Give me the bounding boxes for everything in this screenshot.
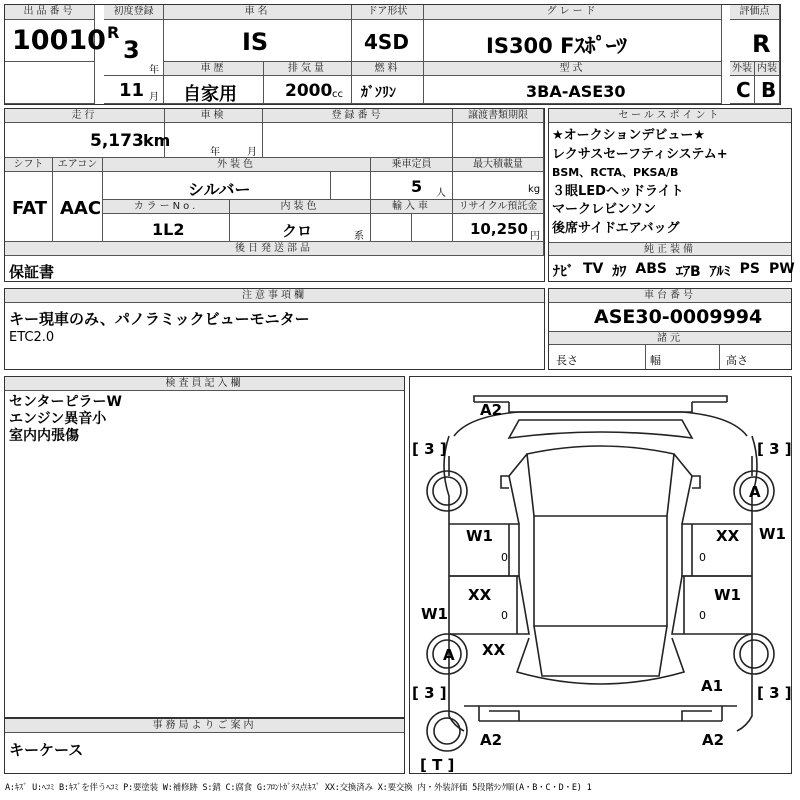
legend: A:ｷｽﾞ U:ﾍｺﾐ B:ｷｽﾞを伴うﾍｺﾐ P:要塗装 W:補修跡 S:錆 C:腐食 G:ﾌﾛﾝﾄｶﾞﾗｽ点ｷｽﾞ XX:交換済み X:要交換 内・外装評価 5段階ﾗﾝｸ順(A・B・C・D・E) 1 (5, 783, 592, 793)
chassis-label: 車台番号 (549, 289, 791, 303)
bracket-front-left: [ 3 ] (412, 440, 447, 458)
mark-front-door-right: XX (716, 527, 740, 545)
car-name-label: 車名 (164, 5, 352, 20)
bracket-rear-right: [ 3 ] (757, 684, 792, 702)
regno-cell (263, 123, 453, 158)
mark-rear-door-right-val: 0 (699, 609, 706, 622)
length-label: 長さ (556, 354, 578, 367)
ac-label: エアコン (53, 158, 103, 172)
color-no-label: カラーNo. (103, 200, 230, 214)
mileage: 5,173 (90, 131, 144, 151)
displacement-unit: cc (332, 89, 343, 100)
office-text: キーケース (9, 741, 84, 759)
mileage-unit: km (143, 131, 171, 150)
sales-lines (552, 127, 790, 238)
bracket-value: T (432, 756, 443, 774)
import-cell-b (412, 214, 453, 242)
sales-line: ３眼LEDヘッドライト (552, 183, 684, 199)
height-label: 高さ (726, 354, 748, 367)
bracket-front-right: [ 3 ] (757, 440, 792, 458)
width-label: 幅 (650, 354, 661, 367)
notes-line-1: キー現車のみ、パノラミックビューモニター (9, 310, 310, 328)
recycle-unit: 円 (530, 231, 540, 242)
transfer-label: 譲渡書類期限 (453, 109, 544, 123)
equipment-item: ｶﾜ (612, 264, 627, 280)
mark-rear-door-left-val: 0 (501, 609, 508, 622)
model: 3BA-ASE30 (526, 82, 626, 101)
bracket-value: 3 (769, 440, 780, 458)
int-color-label: 内装色 (230, 200, 371, 214)
exterior-label: 外装 (730, 62, 755, 76)
history: 自家用 (183, 84, 237, 105)
bracket-rear-left: [ 3 ] (412, 684, 447, 702)
bracket-value: 3 (424, 440, 435, 458)
car-diagram (409, 376, 792, 774)
spec-label: 諸元 (549, 331, 791, 345)
displacement-label: 排気量 (264, 62, 352, 76)
chassis-number: ASE30-0009994 (594, 306, 763, 328)
transfer-cell (453, 123, 544, 158)
later-parts: 保証書 (9, 263, 55, 281)
sales-line: マークレビンソン (552, 202, 657, 217)
reg-month-unit: 月 (149, 92, 159, 103)
mark-rear-quarter-right: A1 (701, 677, 724, 695)
capacity: 5 (411, 177, 423, 196)
capacity-label: 乗車定員 (371, 158, 453, 172)
office-label: 事務局よりご案内 (5, 719, 404, 733)
inspector-line: センターピラーW (9, 394, 122, 410)
ext-color-label: 外装色 (103, 158, 371, 172)
mileage-label: 走行 (5, 109, 165, 123)
payload-unit: kg (528, 184, 541, 195)
reg-year: 3 (123, 36, 140, 64)
fuel: ｶﾞｿﾘﾝ (361, 85, 396, 101)
score: R (752, 30, 771, 58)
interior-label: 内装 (755, 62, 780, 76)
era: R (107, 23, 120, 42)
grade: IS300 Fｽﾎﾟｰﾂ (486, 34, 627, 58)
equipment-label: 純正装備 (549, 242, 791, 256)
insp-month-unit: 月 (247, 147, 257, 158)
sales-line: ★オークションデビュー★ (552, 128, 706, 143)
equipment-item: PS (739, 261, 760, 277)
mark-rear-left: A2 (480, 731, 503, 749)
reg-year-unit: 年 (149, 65, 159, 76)
ext-color-extra-cell (331, 172, 371, 200)
score-label: 評価点 (730, 5, 780, 20)
bracket-value: 3 (424, 684, 435, 702)
mark-front-door-left-val: 0 (501, 551, 508, 564)
equipment-item: ﾅﾋﾞ (553, 264, 574, 280)
history-label: 車歴 (164, 62, 264, 76)
equipment-item: ABS (635, 261, 667, 277)
recycle-label: リサイクル預託金 (453, 200, 544, 214)
mark-front-bumper: A2 (480, 401, 503, 419)
air-conditioner: AAC (60, 198, 102, 219)
door-label: ドア形状 (352, 5, 424, 20)
equipment-item: PW (769, 261, 795, 277)
reg-month: 11 (119, 80, 145, 101)
inspector-line: エンジン異音小 (9, 411, 107, 427)
mark-front-door-left: W1 (466, 527, 493, 545)
lot-number: 10010 (12, 25, 106, 56)
model-label: 型式 (424, 62, 722, 76)
color-no: 1L2 (152, 220, 185, 239)
int-color: クロ (282, 222, 313, 240)
inspection-label: 車検 (165, 109, 263, 123)
sales-line: 後席サイドエアバッグ (552, 220, 680, 236)
mark-rear-wheel-left: A (443, 646, 455, 664)
fuel-label: 燃料 (352, 62, 424, 76)
mark-rear-right: A2 (702, 731, 725, 749)
mark-front-door-right-val: 0 (699, 551, 706, 564)
bracket-value: 3 (769, 684, 780, 702)
equipment-list (553, 261, 795, 281)
equipment-item: ｱﾙﾐ (709, 264, 731, 280)
equipment-item: TV (583, 261, 604, 277)
door-type: 4SD (364, 30, 409, 54)
displacement: 2000 (285, 81, 333, 101)
ext-color: シルバー (188, 180, 251, 199)
first-reg-label: 初度登録 (104, 5, 164, 20)
mark-sill-left: XX (482, 641, 506, 659)
mark-left-rear-quarter: W1 (421, 605, 448, 623)
sales-label: セールスポイント (549, 109, 791, 123)
sales-line: BSM、RCTA、PKSA/B (552, 166, 679, 179)
insp-year-unit: 年 (210, 147, 220, 158)
shift-label: シフト (5, 158, 53, 172)
mark-right-fender: W1 (759, 525, 786, 543)
grade-label: グレード (424, 5, 722, 20)
mark-rear-wheel-right: A (749, 483, 761, 501)
inspector-label: 検査員記入欄 (5, 377, 404, 391)
equipment-item: ｴｱB (675, 264, 701, 280)
payload-label: 最大積載量 (453, 158, 544, 172)
int-color-unit: 系 (354, 231, 364, 242)
shift: FAT (12, 198, 48, 219)
import-cell-a (371, 214, 412, 242)
interior-score: B (761, 78, 777, 102)
bracket-trunk: [ T ] (420, 756, 455, 774)
capacity-unit: 人 (436, 188, 446, 199)
import-label: 輸入車 (371, 200, 453, 214)
lot-empty-cell (5, 62, 95, 104)
mark-rear-door-right: W1 (714, 586, 741, 604)
inspector-line: 室内内張傷 (9, 428, 79, 444)
later-parts-label: 後日発送部品 (5, 242, 544, 256)
recycle-deposit: 10,250 (470, 220, 528, 238)
car-name: IS (242, 28, 269, 56)
mark-rear-door-left: XX (468, 586, 492, 604)
inspector-lines (9, 394, 122, 445)
regno-label: 登録番号 (263, 109, 453, 123)
notes-label: 注意事項欄 (5, 289, 544, 303)
exterior-score: C (736, 78, 751, 102)
notes-line-2: ETC2.0 (9, 330, 55, 345)
lot-label: 出品番号 (5, 5, 95, 20)
sales-line: レクサスセーフティシステム+ (552, 146, 728, 162)
